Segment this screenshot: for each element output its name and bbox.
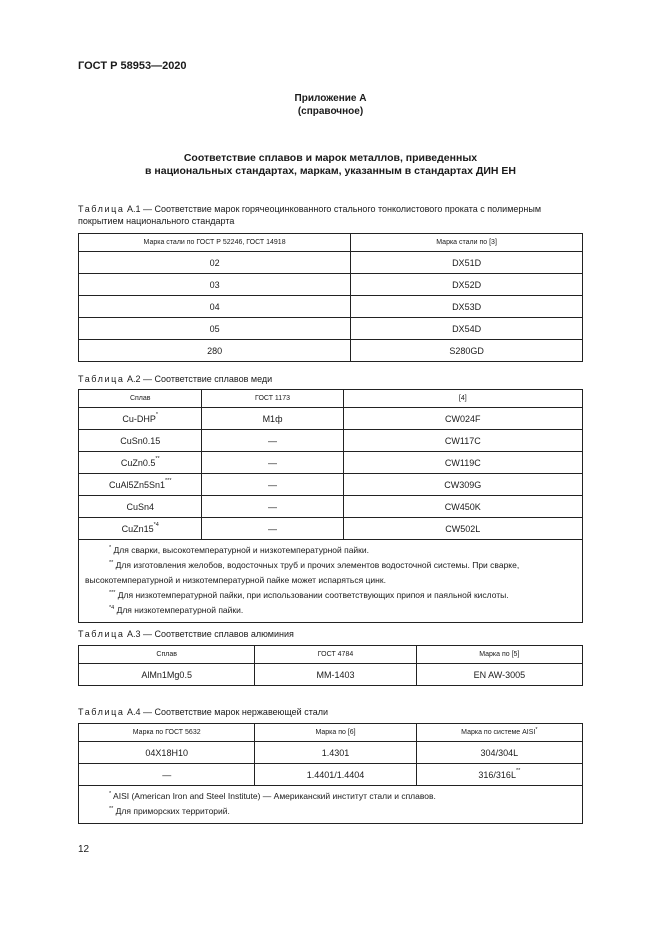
column-header: ГОСТ 1173 [202,390,343,408]
page-title [0,152,661,178]
alloy-name: CuZn15 [121,523,154,534]
table-cell: EN AW-3005 [416,664,582,686]
footnote-mark: * [109,791,112,797]
table-a3-caption-text: А.3 — Соответствие сплавов алюминия [124,629,294,639]
table-cell: AlMn1Mg0.5 [79,664,255,686]
footnote [85,558,576,588]
footnote-mark: * [535,727,538,733]
table-header-row [79,390,583,408]
table-cell: DX54D [351,318,583,340]
footnote-mark: ** [155,455,160,462]
table-a3-caption [78,628,586,640]
table-cell: CW450K [343,496,582,518]
footnote-mark: *** [165,477,172,484]
column-header: Марка стали по [3] [351,234,583,252]
footnote [85,543,576,558]
footnote-mark: *4 [153,521,159,528]
footnote [85,603,576,618]
annex-type: (справочное) [297,106,364,117]
footnote-mark: *** [109,590,116,596]
table-row [79,296,583,318]
aisi-grade: 316/316L [478,769,516,780]
table-notes-row [79,540,583,623]
table-a4-caption-prefix: Таблица [78,707,125,717]
column-header: Марка стали по ГОСТ Р 52246, ГОСТ 14918 [79,234,351,252]
table-row [79,452,583,474]
table-cell [79,518,202,540]
document-id: ГОСТ Р 58953—2020 [78,60,187,72]
table-cell: 04 [79,296,351,318]
table-cell [79,496,202,518]
table-a2 [78,389,583,623]
table-row [79,474,583,496]
aisi-grade: 304/304L [480,747,519,758]
table-cell: 1.4401/1.4404 [255,764,416,786]
page-title-line-1: Соответствие сплавов и марок металлов, приведенных [183,152,478,164]
footnote-text: Для низкотемпературной пайки. [116,605,244,615]
table-cell [79,430,202,452]
table-a3 [78,645,583,686]
table-cell: CW309G [343,474,582,496]
page-number: 12 [78,844,90,855]
table-cell: 05 [79,318,351,340]
table-cell: 03 [79,274,351,296]
footnote-text: Для приморских территорий. [115,806,230,816]
column-header: Марка по ГОСТ 5632 [79,724,255,742]
table-cell: 02 [79,252,351,274]
table-row [79,664,583,686]
column-header: Марка по [5] [416,646,582,664]
footnote [85,588,576,603]
footnote-mark: * [109,545,112,551]
column-header [416,724,582,742]
footnote-mark: *4 [109,605,115,611]
table-row [79,430,583,452]
table-notes-row [79,786,583,824]
table-cell: 04Х18Н10 [79,742,255,764]
table-cell: CW117C [343,430,582,452]
table-cell: М1ф [202,408,343,430]
table-cell: ММ-1403 [255,664,416,686]
footnote [85,804,576,819]
table-row [79,518,583,540]
table-row [79,318,583,340]
table-row [79,496,583,518]
footnote-mark: ** [109,806,114,812]
alloy-name: CuZn0.5 [120,457,156,468]
footnote-text: Для низкотемпературной пайки, при использовании соответствующих припоя и паяльной кислоты. [117,590,509,600]
alloy-name: CuAl5Zn5Sn1 [109,479,166,490]
footnote [85,789,576,804]
table-cell: — [202,518,343,540]
column-header: ГОСТ 4784 [255,646,416,664]
table-cell [416,764,582,786]
column-header: Сплав [79,646,255,664]
table-row [79,340,583,362]
table-a4-caption-text: А.4 — Соответствие марок нержавеющей стали [124,707,329,717]
table-row [79,764,583,786]
footnote-text: Для изготовления желобов, водосточных труб и прочих элементов водосточной системы. При сварке, высокотемпературной и низкотемпературной пайке может испаряться цинк. [85,560,520,585]
table-cell: — [79,764,255,786]
table-cell: S280GD [351,340,583,362]
table-notes [79,786,583,824]
footnote-text: Для сварки, высокотемпературной и низкотемпературной пайки. [113,545,370,555]
table-cell: — [202,474,343,496]
table-row [79,274,583,296]
footnote-mark: * [155,411,159,418]
annex-title: Приложение А [294,93,367,104]
table-notes [79,540,583,623]
footnote-mark: ** [109,560,114,566]
column-header: [4] [343,390,582,408]
table-cell: CW502L [343,518,582,540]
table-cell: — [202,452,343,474]
table-row [79,408,583,430]
table-cell: CW024F [343,408,582,430]
alloy-name: Cu-DHP [122,413,156,424]
table-header-row [79,646,583,664]
annex-heading [0,92,661,118]
alloy-name: CuSn0.15 [120,435,161,446]
table-a2-caption [78,373,586,385]
column-header-text: Марка по системе AISI [461,729,536,736]
table-row [79,252,583,274]
table-row [79,742,583,764]
table-cell [79,474,202,496]
alloy-name: CuSn4 [126,501,154,512]
table-cell: DX52D [351,274,583,296]
table-header-row [79,234,583,252]
table-cell: DX51D [351,252,583,274]
table-a1-caption-text: А.1 — Соответствие марок горячеоцинкованного стального тонколистового проката с полимерным покрытием национального стандарта [78,204,542,226]
table-a1-caption [78,203,586,227]
table-cell: 280 [79,340,351,362]
table-cell [416,742,582,764]
table-cell: CW119C [343,452,582,474]
footnote-mark: ** [515,767,521,774]
page-title-line-2: в национальных стандартах, маркам, указанным в стандартах ДИН ЕН [145,165,516,177]
table-a1-caption-prefix: Таблица [78,204,125,214]
table-cell [79,452,202,474]
table-a4-caption [78,706,586,718]
table-cell: — [202,496,343,518]
table-a4 [78,723,583,824]
table-a2-caption-prefix: Таблица [78,374,125,384]
table-cell: 1.4301 [255,742,416,764]
footnote-text: AISI (American Iron and Steel Institute) — Американский институт стали и сплавов. [113,791,436,801]
column-header: Сплав [79,390,202,408]
table-a1 [78,233,583,362]
table-a2-caption-text: А.2 — Соответствие сплавов меди [124,374,273,384]
table-cell: DX53D [351,296,583,318]
table-cell: — [202,430,343,452]
table-a3-caption-prefix: Таблица [78,629,125,639]
table-cell [79,408,202,430]
column-header: Марка по [6] [255,724,416,742]
table-header-row [79,724,583,742]
